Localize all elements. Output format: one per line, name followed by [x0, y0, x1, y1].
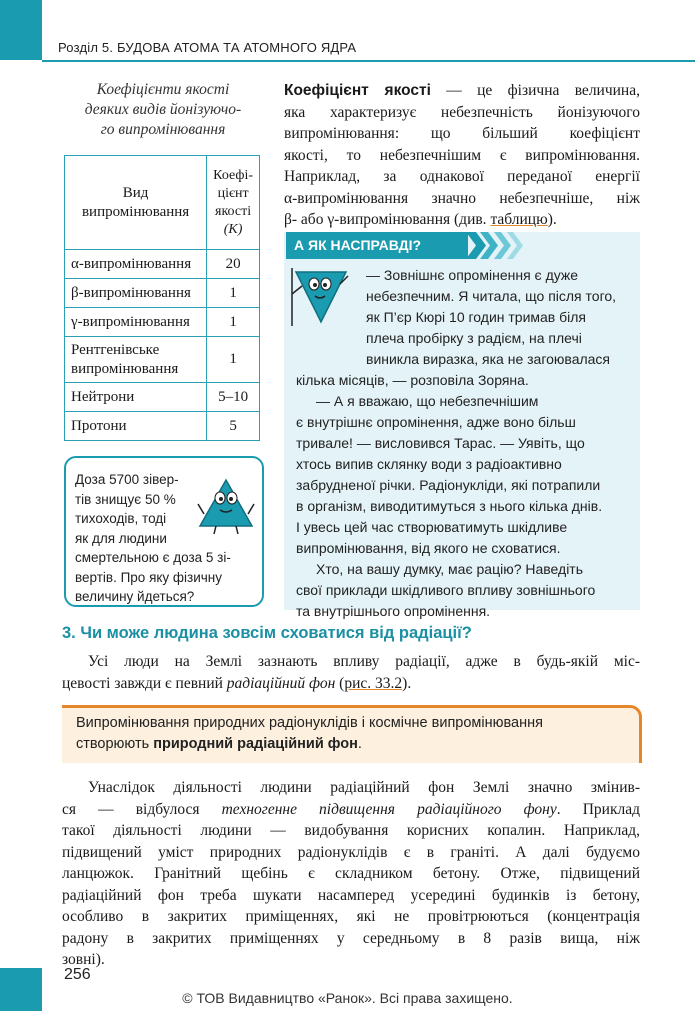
copyright-notice: © ТОВ Видавництво «Ранок». Всі права захищено.: [182, 990, 513, 1006]
dialog-line: виникла виразка, яка не загоювалася: [366, 351, 611, 367]
term-bold: Коефіцієнт якості: [284, 82, 431, 99]
caption-line: деяких видів йонізуючо-: [84, 101, 242, 118]
header-text: цієнт: [217, 185, 249, 201]
header-text: (K): [223, 221, 243, 237]
triangle-character-icon: [196, 474, 256, 536]
table-row: [65, 279, 260, 308]
definition-line: Випромінювання природних радіонуклідів і космічне випромінювання: [76, 715, 543, 731]
table-row: [65, 383, 260, 412]
dialog-line: — А я вважаю, що небезпечнішим: [316, 393, 539, 409]
para-line: підвищений уміст природних радіонуклідів є в граніті. А далі будуємо: [62, 843, 640, 861]
para-line: Наприклад, за однакової переданої енергії: [284, 168, 640, 185]
definition-text: [76, 713, 543, 755]
fact-line: Доза 5700 зівер-: [75, 472, 179, 487]
text: ся — відбулося: [62, 800, 222, 818]
header-text: Коефі-: [213, 167, 253, 183]
header-coefficient: [207, 156, 260, 250]
section-paragraph-1: [62, 651, 640, 694]
reality-para1-indented: [366, 265, 616, 370]
fact-line: вертів. Про яку фізичну: [75, 569, 223, 585]
para-line: яка характеризує небезпечність йонізуючого: [284, 103, 640, 121]
header-text: Вид: [122, 184, 149, 201]
row-type: α-випромінювання: [65, 250, 207, 279]
text: ).: [547, 211, 557, 228]
text: ).: [402, 674, 412, 692]
para-line: [62, 673, 640, 695]
quality-coefficient-table: [64, 155, 260, 441]
header-rule: [42, 60, 695, 62]
dialog-line: небезпечним. Я читала, що після того,: [366, 288, 617, 304]
dialog-line: І увесь цей час створюватимуть шкідливе: [296, 519, 568, 535]
dialog-line: тривале! — висловився Тарас. — Уявіть, що: [296, 435, 585, 451]
header-text: випромінювання: [81, 203, 190, 220]
inverted-triangle-character-icon: [288, 262, 350, 330]
table-header-row: [65, 156, 260, 250]
para-line: [62, 799, 640, 821]
section-heading: 3. Чи може людина зовсім сховатися від радіації?: [62, 624, 472, 642]
header-radiation-type: [65, 156, 207, 250]
fact-line: величину йдеться?: [75, 589, 195, 604]
page-number: 256: [64, 966, 91, 983]
text: .: [357, 736, 362, 752]
dialog-line: Хто, на вашу думку, має рацію? Наведіть: [316, 561, 584, 577]
para-line: Усі люди на Землі зазнають впливу радіації, адже в будь-якій міс-: [88, 653, 640, 670]
para-line: ланцюжок. Гранітний щебінь є складником бетону. Отже, підвищений: [62, 865, 640, 882]
para-line: Унаслідок діяльності людини радіаційний фон Землі значно змінив-: [88, 779, 640, 796]
para-line: особливо в закритих приміщеннях, які не провітрюються (концентрація: [62, 908, 640, 925]
table-row: [65, 308, 260, 337]
para-line: якості, то небезпечнішим є випромінювання.: [284, 146, 640, 164]
reality-para1-full: [296, 370, 529, 391]
row-type: Протони: [65, 412, 207, 441]
row-type: Нейтрони: [65, 383, 207, 412]
dialog-line: випромінювання, від якого не сховатися.: [296, 540, 561, 556]
dialog-line: хтось випив склянку води з радіоактивно: [296, 456, 562, 472]
para-line: радіаційний фон треба шукати насамперед усередині будинків із бетону,: [62, 886, 640, 904]
text: — це фізична величина,: [430, 82, 640, 99]
para-line: радону в закритих приміщеннях у середньому в 8 разів вища, ніж: [62, 929, 640, 947]
reality-box-title: А ЯК НАСПРАВДІ?: [286, 232, 468, 259]
section-paragraph-2: [62, 777, 640, 971]
row-value: 1: [207, 279, 260, 308]
dialog-line: свої приклади шкідливого впливу зовнішнього: [296, 582, 596, 598]
dialog-line: кілька місяців, — розповіла Зоряна.: [296, 372, 529, 388]
section-header: Розділ 5. БУДОВА АТОМА ТА АТОМНОГО ЯДРА: [58, 40, 357, 55]
header-text: якості: [215, 203, 252, 219]
dialog-line: в організм, виводитимуться з нього кілька днів.: [296, 498, 603, 514]
table-row: [65, 412, 260, 441]
para-line: такої діяльності людини — видобування корисних копалин. Наприклад,: [62, 822, 640, 839]
para-line: [284, 80, 640, 102]
row-type: β-випромінювання: [65, 279, 207, 308]
fact-line: тів знищує 50 %: [75, 491, 176, 507]
dialog-line: є внутрішнє опромінення, адже воно більш: [296, 414, 576, 430]
row-type: Рентгенівське випромінювання: [65, 337, 207, 383]
italic-term: радіаційний фон: [226, 674, 336, 692]
bold-term: природний радіаційний фон: [153, 736, 358, 752]
para-line: зовні).: [62, 951, 105, 968]
table-row: [65, 337, 260, 383]
reality-para2: [296, 391, 602, 559]
caption-line: Коефіцієнти якості: [96, 81, 230, 98]
dialog-line: плеча пробірку з радієм, на плечі: [366, 330, 582, 346]
row-type: γ-випромінювання: [65, 308, 207, 337]
text: створюють: [76, 736, 154, 752]
row-value: 1: [207, 337, 260, 383]
row-value: 5–10: [207, 383, 260, 412]
header-accent-bar: [0, 0, 42, 60]
fact-line: тихоходів, тоді: [75, 511, 167, 526]
dialog-line: — Зовнішнє опромінення є дуже: [366, 267, 579, 283]
caption-line: го випромінювання: [100, 121, 226, 138]
fact-line: смертельною є доза 5 зі-: [75, 550, 231, 565]
text: цевості завжди є певний: [62, 674, 227, 692]
text: (: [335, 674, 345, 692]
table-row: [65, 250, 260, 279]
row-value: 20: [207, 250, 260, 279]
fact-line: як для людини: [75, 530, 167, 546]
dialog-line: та внутрішнього опромінення.: [296, 603, 491, 619]
table-caption: [64, 80, 262, 140]
text: . Приклад: [556, 800, 640, 818]
dialog-line: забрудненої річки. Радіонукліди, які потрапили: [296, 477, 601, 493]
definition-line: [76, 734, 543, 755]
definition-paragraph: [284, 80, 640, 231]
figure-link[interactable]: рис. 33.2: [344, 674, 403, 692]
chevrons-icon: [466, 232, 526, 259]
dialog-line: як П’єр Кюрі 10 годин тримав біля: [366, 309, 587, 325]
row-value: 1: [207, 308, 260, 337]
text: β- або γ-випромінювання (див.: [284, 211, 491, 228]
italic-term: техногенне підвищення радіаційного фону: [221, 800, 557, 818]
table-link[interactable]: таблицю: [490, 211, 548, 228]
row-value: 5: [207, 412, 260, 441]
para-line: випромінювання: що більший коефіцієнт: [284, 125, 640, 142]
para-line: α-випромінювання значно небезпечніше, ніж: [284, 189, 640, 207]
para-line: [284, 209, 640, 231]
reality-para3: [296, 559, 595, 622]
